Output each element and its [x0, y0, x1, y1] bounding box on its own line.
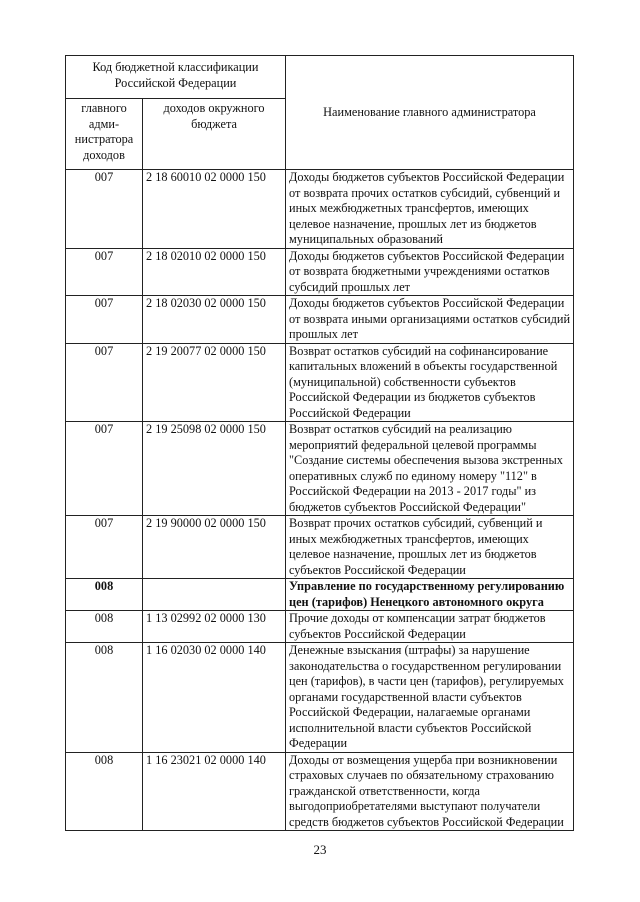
admin-code-cell: 007 [66, 422, 143, 516]
budget-code-cell: 2 18 02030 02 0000 150 [143, 296, 286, 344]
table-row [66, 422, 574, 516]
description-cell: Возврат прочих остатков субсидий, субвенций и иных межбюджетных трансфертов, имеющих целевое назначение, прошлых лет из бюджетов субъектов Российской Федерации [286, 516, 574, 579]
admin-code-cell: 007 [66, 170, 143, 249]
table-row [66, 643, 574, 753]
table-row [66, 611, 574, 643]
table-row [66, 579, 574, 611]
name-column-header: Наименование главного администратора [286, 56, 574, 170]
code-group-header: Код бюджетной классификации Российской Федерации [66, 56, 286, 99]
table-row [66, 248, 574, 296]
description-cell: Доходы бюджетов субъектов Российской Федерации от возврата прочих остатков субсидий, субвенций и иных межбюджетных трансфертов, имеющих целевое назначение, прошлых лет из бюджетов муниципальных образований [286, 170, 574, 249]
budget-code-cell: 1 16 23021 02 0000 140 [143, 752, 286, 831]
table-row [66, 343, 574, 422]
budget-code-cell: 2 19 25098 02 0000 150 [143, 422, 286, 516]
budget-code-cell [143, 579, 286, 611]
budget-code-cell: 1 16 02030 02 0000 140 [143, 643, 286, 753]
budget-code-cell: 2 18 60010 02 0000 150 [143, 170, 286, 249]
description-cell: Возврат остатков субсидий на софинансирование капитальных вложений в объекты государственной (муниципальной) собственности субъектов Российской Федерации из бюджетов субъектов Российской Федерации [286, 343, 574, 422]
description-cell: Возврат остатков субсидий на реализацию мероприятий федеральной целевой программы "Создание системы обеспечения вызова экстренных оперативных служб по единому номеру "112" в Российской Федерации на 2013 - 2017 годы" из бюджетов субъектов Российской Федерации" [286, 422, 574, 516]
admin-code-cell: 007 [66, 516, 143, 579]
budget-code-cell: 2 19 20077 02 0000 150 [143, 343, 286, 422]
admin-code-cell: 008 [66, 752, 143, 831]
table-row [66, 170, 574, 249]
budget-column-header: доходов окружного бюджета [143, 99, 286, 170]
page-number: 23 [313, 842, 327, 857]
description-cell: Управление по государственному регулированию цен (тарифов) Ненецкого автономного округа [286, 579, 574, 611]
table-row [66, 752, 574, 831]
budget-code-cell: 1 13 02992 02 0000 130 [143, 611, 286, 643]
table-body [66, 170, 574, 831]
admin-code-cell: 007 [66, 343, 143, 422]
budget-code-cell: 2 19 90000 02 0000 150 [143, 516, 286, 579]
admin-code-cell: 008 [66, 611, 143, 643]
description-cell: Доходы бюджетов субъектов Российской Федерации от возврата иными организациями остатков субсидий прошлых лет [286, 296, 574, 344]
table-row [66, 516, 574, 579]
admin-code-cell: 007 [66, 248, 143, 296]
budget-code-cell: 2 18 02010 02 0000 150 [143, 248, 286, 296]
budget-classification-table [65, 55, 574, 831]
table-row [66, 296, 574, 344]
description-cell: Прочие доходы от компенсации затрат бюджетов субъектов Российской Федерации [286, 611, 574, 643]
admin-code-cell: 008 [66, 643, 143, 753]
description-cell: Денежные взыскания (штрафы) за нарушение законодательства о государственном регулировании цен (тарифов), в части цен (тарифов), регулируемых органами государственной власти субъектов Российской Федерации, налагаемые органами исполнительной власти субъектов Российской Федерации [286, 643, 574, 753]
admin-column-header: главного адми-нистратора доходов [66, 99, 143, 170]
description-cell: Доходы бюджетов субъектов Российской Федерации от возврата бюджетными учреждениями остатков субсидий прошлых лет [286, 248, 574, 296]
description-cell: Доходы от возмещения ущерба при возникновении страховых случаев по обязательному страхованию гражданской ответственности, когда выгодоприобретателями выступают получатели средств бюджетов субъектов Российской Федерации [286, 752, 574, 831]
admin-code-cell: 007 [66, 296, 143, 344]
admin-code-cell: 008 [66, 579, 143, 611]
